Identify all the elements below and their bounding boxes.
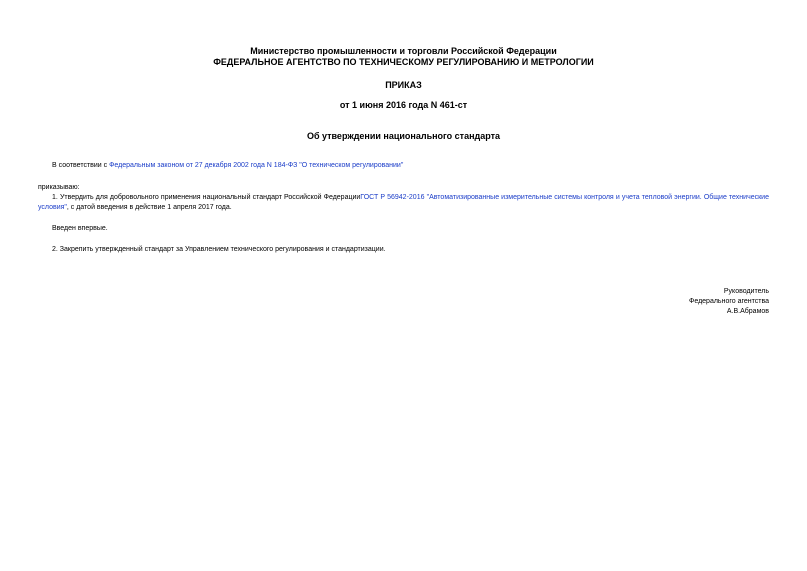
order-subject: Об утверждении национального стандарта: [306, 131, 501, 141]
item-1-suffix: , с датой введения в действие 1 апреля 2017 года.: [66, 204, 232, 211]
item-1-prefix: 1. Утвердить для добровольного применения национальный стандарт Российской Федерации: [52, 194, 361, 201]
signature-org: Федерального агентства: [689, 298, 769, 305]
ministry-name: Министерство промышленности и торговли Российской Федерации: [250, 46, 557, 56]
signature-role: Руководитель: [723, 288, 769, 295]
gost-standard-link[interactable]: ГОСТ Р 56942-2016 "Автоматизированные измерительные системы контроля и учета тепловой энергии. Общие технические условия": [38, 194, 769, 211]
signature-name: А.В.Абрамов: [726, 308, 769, 315]
item-2-paragraph: 2. Закрепить утвержденный стандарт за Управлением технического регулирования и стандартизации.: [52, 246, 386, 253]
basis-prefix: В соответствии с: [52, 162, 110, 169]
item-1-paragraph: [38, 193, 769, 213]
order-word: приказываю:: [38, 184, 80, 191]
order-date: от 1 июня 2016 года N 461-ст: [339, 100, 468, 110]
agency-name: ФЕДЕРАЛЬНОЕ АГЕНТСТВО ПО ТЕХНИЧЕСКОМУ РЕГУЛИРОВАНИЮ И МЕТРОЛОГИИ: [213, 57, 594, 67]
order-title: ПРИКАЗ: [385, 80, 422, 90]
federal-law-link[interactable]: Федеральным законом от 27 декабря 2002 года N 184-ФЗ "О техническом регулировании": [109, 162, 404, 169]
basis-paragraph: [52, 161, 403, 171]
introduced-note: Введен впервые.: [52, 225, 108, 232]
